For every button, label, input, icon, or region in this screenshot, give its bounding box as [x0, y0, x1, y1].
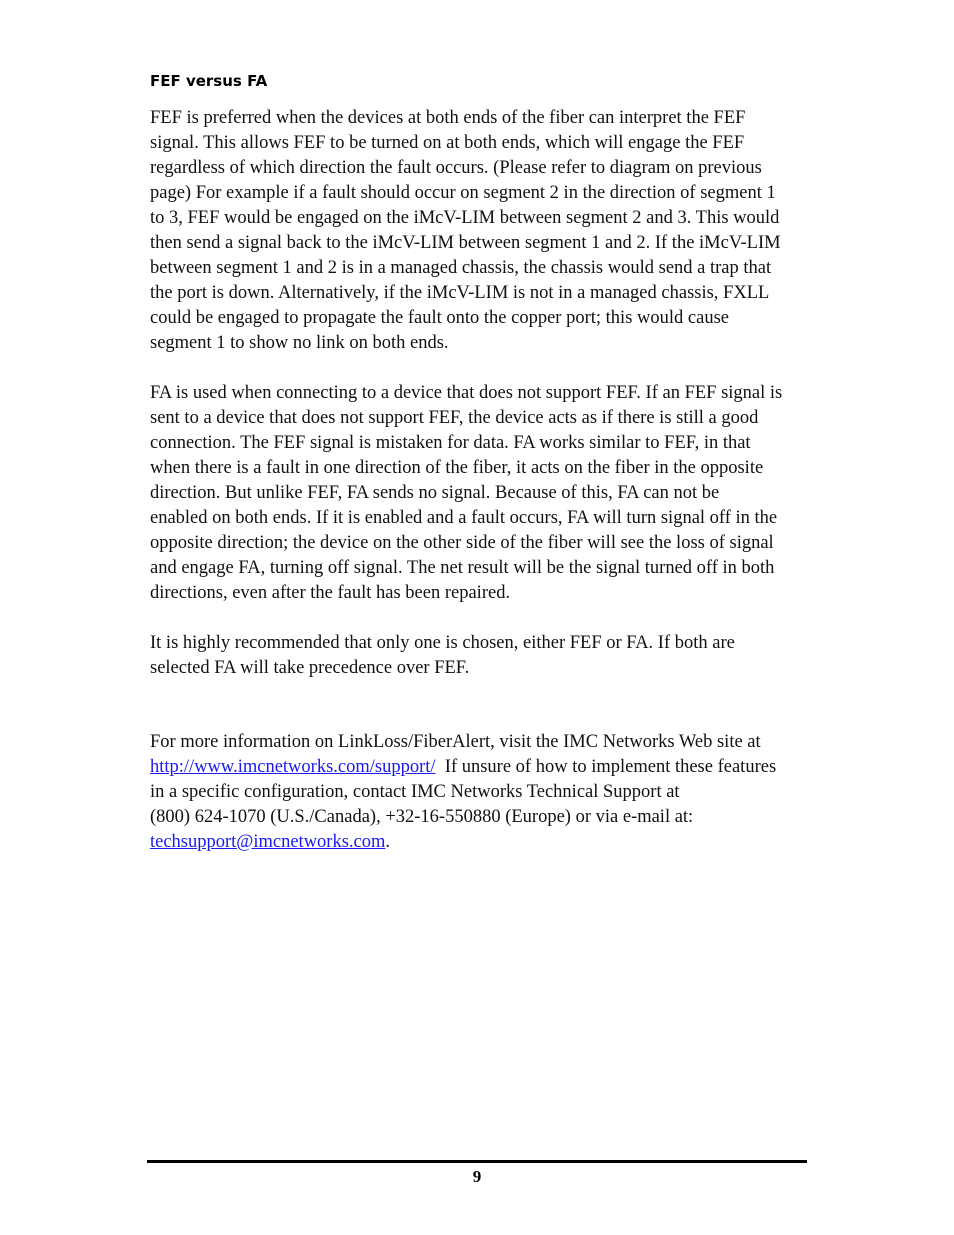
- text-line: in a specific configuration, contact IMC Networks Technical Support at: [150, 782, 680, 802]
- text-line: connection. The FEF signal is mistaken for data. FA works similar to FEF, in that: [150, 433, 751, 453]
- text-line: enabled on both ends. If it is enabled and a fault occurs, FA will turn signal off in the: [150, 508, 778, 528]
- text-line: segment 1 to show no link on both ends.: [150, 333, 449, 353]
- text-line: selected FA will take precedence over FEF.: [150, 658, 470, 678]
- text-line: signal. This allows FEF to be turned on at both ends, which will engage the FEF: [150, 133, 745, 153]
- text-line: the port is down. Alternatively, if the iMcV-LIM is not in a managed chassis, FXLL: [150, 283, 770, 303]
- text-line: when there is a fault in one direction of the fiber, it acts on the fiber in the opposite: [150, 458, 764, 478]
- text-line: For more information on LinkLoss/FiberAlert, visit the IMC Networks Web site at: [150, 732, 761, 752]
- text-fragment: .: [385, 832, 391, 852]
- text-line: regardless of which direction the fault occurs. (Please refer to diagram on previous: [150, 158, 762, 178]
- text-fragment: If unsure of how to implement these features: [435, 757, 777, 777]
- text-line: between segment 1 and 2 is in a managed chassis, the chassis would send a trap that: [150, 258, 772, 278]
- text-line: It is highly recommended that only one is chosen, either FEF or FA. If both are: [150, 633, 735, 653]
- section-heading: FEF versus FA: [150, 72, 268, 90]
- support-email-link[interactable]: techsupport@imcnetworks.com: [150, 832, 386, 852]
- paragraph-recommendation: [150, 631, 806, 681]
- paragraph-fa: [150, 381, 806, 606]
- text-line: could be engaged to propagate the fault onto the copper port; this would cause: [150, 308, 729, 328]
- text-line: [150, 755, 806, 780]
- text-line: directions, even after the fault has been repaired.: [150, 583, 511, 603]
- text-line: to 3, FEF would be engaged on the iMcV-LIM between segment 2 and 3. This would: [150, 208, 780, 228]
- support-url-link[interactable]: http://www.imcnetworks.com/support/: [150, 757, 436, 777]
- footer-rule: [147, 1160, 807, 1163]
- text-line: direction. But unlike FEF, FA sends no signal. Because of this, FA can not be: [150, 483, 720, 503]
- page-number: 9: [472, 1167, 482, 1186]
- text-line: [150, 830, 806, 855]
- text-line: FEF is preferred when the devices at both ends of the fiber can interpret the FEF: [150, 108, 746, 128]
- text-line: FA is used when connecting to a device that does not support FEF. If an FEF signal is: [150, 383, 783, 403]
- text-line: sent to a device that does not support FEF, the device acts as if there is still a good: [150, 408, 759, 428]
- text-line: opposite direction; the device on the other side of the fiber will see the loss of signal: [150, 533, 774, 553]
- paragraph-fef: [150, 106, 806, 356]
- paragraph-contact: [150, 730, 806, 855]
- text-line: (800) 624-1070 (U.S./Canada), +32-16-550880 (Europe) or via e-mail at:: [150, 807, 694, 827]
- text-line: and engage FA, turning off signal. The net result will be the signal turned off in both: [150, 558, 775, 578]
- text-line: page) For example if a fault should occur on segment 2 in the direction of segment 1: [150, 183, 776, 203]
- text-line: then send a signal back to the iMcV-LIM between segment 1 and 2. If the iMcV-LIM: [150, 233, 781, 253]
